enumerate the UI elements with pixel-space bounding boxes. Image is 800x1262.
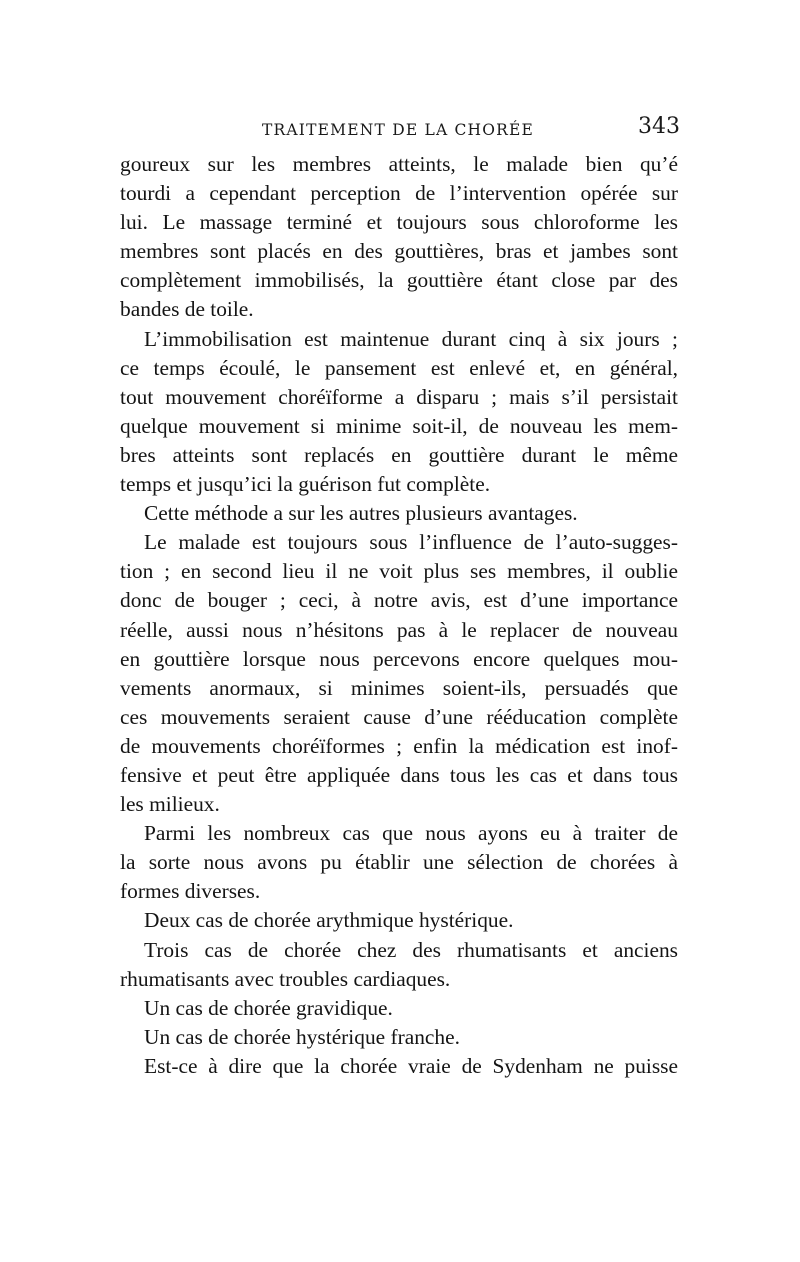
text-line: bandes de toile. bbox=[120, 297, 254, 322]
text-line: Parmi les nombreux cas que nous ayons eu à traiter de bbox=[144, 821, 678, 846]
text-line: formes diverses. bbox=[120, 879, 261, 904]
text-line: bres atteints sont replacés en gouttière durant le même bbox=[120, 442, 678, 467]
text-line: lui. Le massage terminé et toujours sous chloroforme les bbox=[120, 210, 678, 235]
text-line: Un cas de chorée hystérique franche. bbox=[144, 1024, 460, 1049]
text-line: en gouttière lorsque nous percevons encore quelques mou- bbox=[120, 646, 678, 671]
body-text bbox=[120, 150, 678, 1081]
text-line: tout mouvement choréïforme a disparu ; mais s’il persistait bbox=[120, 384, 678, 409]
page-number: 343 bbox=[638, 114, 680, 139]
text-line: rhumatisants avec troubles cardiaques. bbox=[120, 966, 451, 991]
text-line: tion ; en second lieu il ne voit plus ses membres, il oublie bbox=[120, 559, 678, 584]
running-header bbox=[120, 112, 680, 148]
text-line: temps et jusqu’ici la guérison fut complète. bbox=[120, 472, 491, 497]
text-line: ce temps écoulé, le pansement est enlevé et, en général, bbox=[120, 355, 678, 380]
text-line: complètement immobilisés, la gouttière étant close par des bbox=[120, 268, 678, 293]
text-line: de mouvements choréïformes ; enfin la médication est inof- bbox=[120, 733, 678, 758]
text-line: Un cas de chorée gravidique. bbox=[144, 995, 393, 1020]
text-line: fensive et peut être appliquée dans tous les cas et dans tous bbox=[120, 762, 678, 787]
text-line: réelle, aussi nous n’hésitons pas à le replacer de nouveau bbox=[120, 617, 678, 642]
text-line: les milieux. bbox=[120, 792, 220, 817]
text-line: vements anormaux, si minimes soient-ils, persuadés que bbox=[120, 675, 678, 700]
text-line: L’immobilisation est maintenue durant cinq à six jours ; bbox=[144, 326, 678, 351]
running-title: TRAITEMENT DE LA CHORÉE bbox=[262, 121, 535, 139]
text-line: Deux cas de chorée arythmique hystérique. bbox=[144, 908, 514, 933]
text-line: membres sont placés en des gouttières, bras et jambes sont bbox=[120, 239, 678, 264]
text-line: Est-ce à dire que la chorée vraie de Sydenham ne puisse bbox=[144, 1053, 678, 1078]
text-line: donc de bouger ; ceci, à notre avis, est d’une importance bbox=[120, 588, 678, 613]
text-line: Trois cas de chorée chez des rhumatisants et anciens bbox=[144, 937, 678, 962]
text-line: Le malade est toujours sous l’influence de l’auto-sugges- bbox=[144, 530, 678, 555]
text-line: tourdi a cependant perception de l’intervention opérée sur bbox=[120, 181, 678, 206]
text-line: la sorte nous avons pu établir une sélection de chorées à bbox=[120, 850, 678, 875]
text-line: Cette méthode a sur les autres plusieurs avantages. bbox=[144, 501, 578, 526]
text-line: goureux sur les membres atteints, le malade bien qu’é bbox=[120, 152, 678, 176]
text-line: quelque mouvement si minime soit-il, de nouveau les mem- bbox=[120, 413, 678, 438]
text-line: ces mouvements seraient cause d’une rééducation complète bbox=[120, 704, 678, 729]
